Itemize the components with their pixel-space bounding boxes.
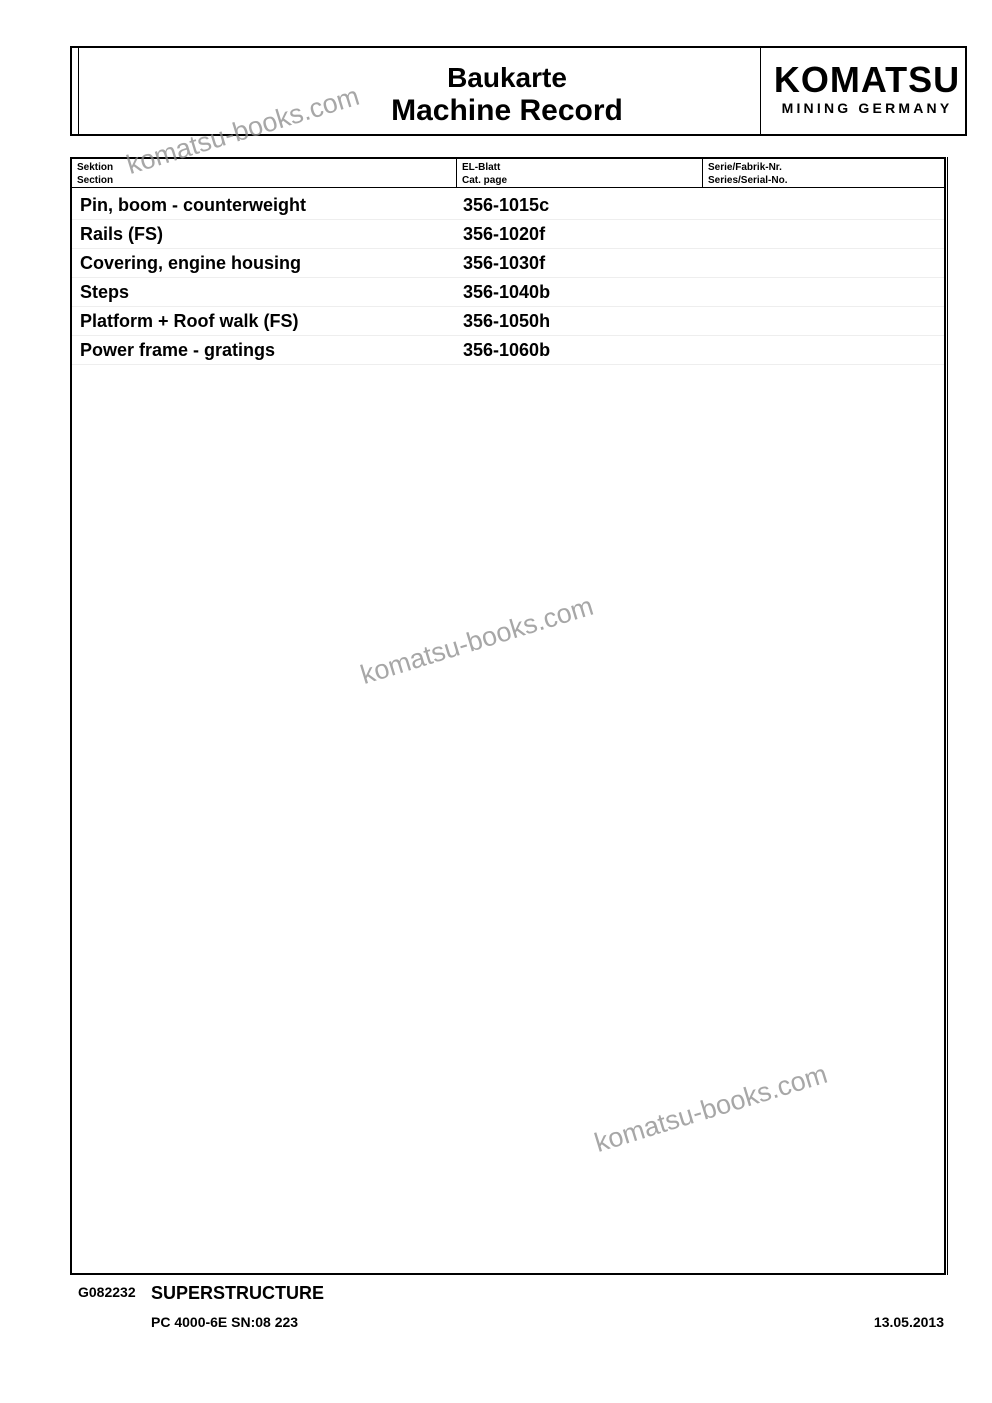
row-section: Steps	[80, 282, 130, 302]
row-cat-page: 356-1040b	[463, 282, 551, 302]
watermark: komatsu-books.com	[122, 80, 363, 181]
record-table	[70, 157, 946, 1275]
header-divider	[760, 48, 761, 134]
column-header-serial-en: Series/Serial-No.	[708, 175, 788, 186]
title-english: Machine Record	[391, 94, 623, 127]
row-cat-page: 356-1015c	[463, 195, 550, 215]
footer-code: G082232	[78, 1284, 136, 1300]
table-row	[72, 220, 944, 249]
komatsu-logo	[772, 60, 962, 128]
watermark: komatsu-books.com	[590, 1058, 831, 1159]
row-cat-page: 356-1060b	[463, 340, 551, 360]
footer-date: 13.05.2013	[873, 1314, 944, 1330]
row-cat-page: 356-1030f	[463, 253, 546, 273]
column-header-cat-page-en: Cat. page	[462, 175, 508, 186]
column-header-cat-page	[456, 159, 702, 188]
table-rows	[72, 191, 944, 365]
table-row	[72, 191, 944, 220]
logo-brand: KOMATSU	[773, 59, 961, 100]
row-cat-page: 356-1050h	[463, 311, 551, 331]
footer-title: SUPERSTRUCTURE	[151, 1283, 325, 1303]
column-header-serial	[702, 159, 944, 188]
watermark: komatsu-books.com	[356, 590, 597, 691]
row-cat-page: 356-1020f	[463, 224, 546, 244]
table-row	[72, 336, 944, 365]
row-section: Covering, engine housing	[80, 253, 302, 273]
column-header-cat-page-de: EL-Blatt	[462, 162, 501, 173]
row-section: Rails (FS)	[80, 224, 164, 244]
row-section: Power frame - gratings	[80, 340, 276, 360]
row-section: Pin, boom - counterweight	[80, 195, 306, 215]
column-header-serial-de: Serie/Fabrik-Nr.	[708, 162, 782, 173]
table-row	[72, 278, 944, 307]
column-header-section-de: Sektion	[77, 162, 114, 173]
title-german: Baukarte	[447, 62, 567, 93]
row-section: Platform + Roof walk (FS)	[80, 311, 299, 331]
footer-model: PC 4000-6E SN:08 223	[151, 1314, 299, 1330]
table-row	[72, 307, 944, 336]
logo-tagline: MINING GERMANY	[781, 100, 953, 116]
column-header-section-en: Section	[77, 175, 114, 186]
table-row	[72, 249, 944, 278]
header-box	[70, 46, 967, 136]
